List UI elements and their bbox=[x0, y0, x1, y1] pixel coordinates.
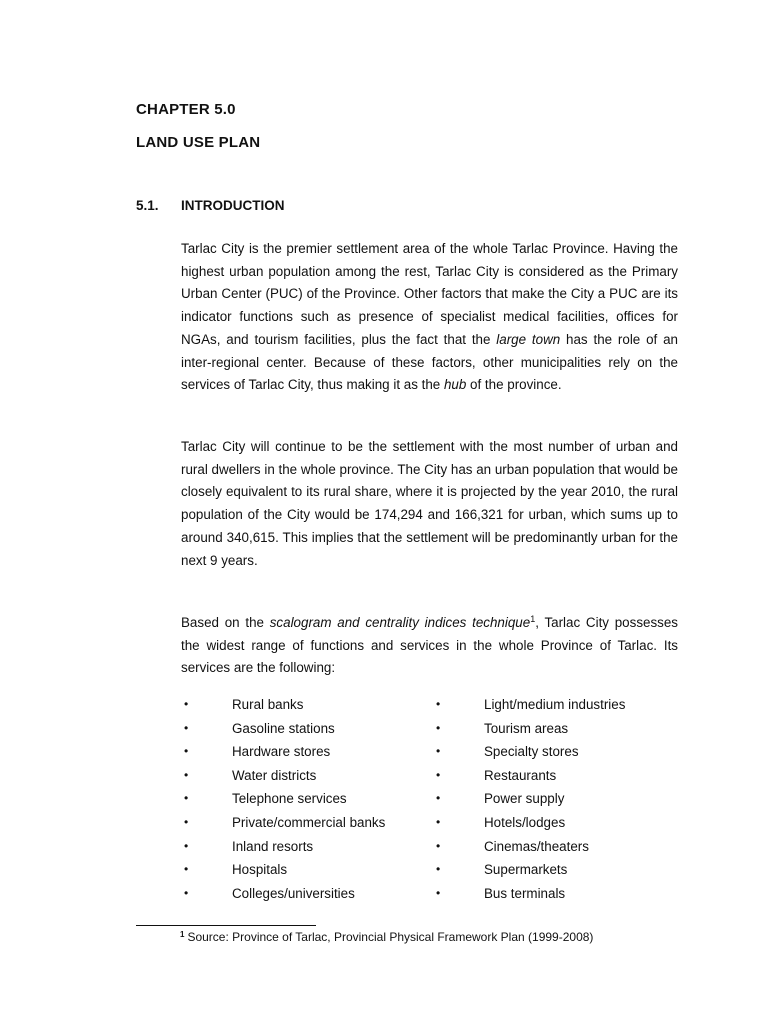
bullet-icon: • bbox=[184, 697, 189, 711]
paragraph-text: , Tarlac City possesses the widest range of functions and services in the whole Province of Tarlac. Its services are the following: bbox=[181, 615, 678, 676]
list-item-label: Gasoline stations bbox=[232, 720, 335, 736]
list-item-label: Water districts bbox=[232, 767, 317, 783]
emphasis-text: large town bbox=[496, 331, 561, 347]
list-item-label: Telephone services bbox=[232, 791, 347, 807]
chapter-number: CHAPTER 5.0 bbox=[136, 101, 236, 118]
bullet-icon: • bbox=[436, 744, 441, 759]
paragraph-intro bbox=[181, 238, 678, 397]
list-item-label: Specialty stores bbox=[484, 744, 579, 760]
bullet-icon: • bbox=[436, 767, 441, 782]
list-item-label: Hospitals bbox=[232, 862, 288, 878]
bullet-icon: • bbox=[184, 791, 189, 806]
list-item-label: Inland resorts bbox=[232, 838, 314, 854]
list-item-label: Restaurants bbox=[484, 767, 557, 783]
bullet-icon: • bbox=[436, 791, 441, 806]
paragraph-population: Tarlac City will continue to be the settlement with the most number of urban and rural dwellers in the whole province. The City has an urban population that would be closely equivalent to its rural share, where it is projected by the year 2010, the rural population of the City would be 174,294 and 166,321 for urban, which sums up to around 340,615. This implies that the settlement will be predominantly urban for the next 9 years. bbox=[181, 439, 678, 568]
paragraph-services bbox=[181, 608, 678, 680]
bullet-icon: • bbox=[184, 814, 189, 829]
list-item-label: Private/commercial banks bbox=[232, 814, 386, 830]
list-item-label: Colleges/universities bbox=[232, 885, 355, 901]
chapter-title: LAND USE PLAN bbox=[136, 134, 261, 151]
list-item-label: Supermarkets bbox=[484, 862, 568, 878]
bullet-icon: • bbox=[184, 744, 189, 759]
footnote-divider bbox=[136, 925, 316, 926]
footnote-reference[interactable]: 1 bbox=[530, 614, 536, 624]
paragraph-text: has the role of an inter-regional center. Because of these factors, other municipalities rely on the services of Tarlac City, thus making it as the bbox=[181, 331, 678, 393]
footnote bbox=[180, 930, 593, 944]
bullet-icon: • bbox=[184, 862, 189, 877]
bullet-icon: • bbox=[436, 838, 441, 853]
bullet-icon: • bbox=[184, 767, 189, 782]
bullet-icon: • bbox=[436, 885, 441, 900]
list-item-label: Power supply bbox=[484, 791, 565, 807]
paragraph-text: Tarlac City is the premier settlement area of the whole Tarlac Province. Having the highest urban population among the rest, Tarlac City is considered as the Primary Urban Center (PUC) of the Province. Other factors that make the City a PUC are its indicator functions such as presence of specialist medical facilities, offices for NGAs, and tourism facilities, plus the fact that the bbox=[181, 241, 678, 347]
paragraph-text: of the province. bbox=[466, 377, 562, 393]
paragraph-text: Based on the bbox=[181, 615, 270, 630]
bullet-icon: • bbox=[184, 885, 189, 900]
list-item-label: Rural banks bbox=[232, 697, 304, 712]
list-item-label: Tourism areas bbox=[484, 720, 569, 736]
list-item-label: Hardware stores bbox=[232, 744, 331, 760]
footnote-text: Source: Province of Tarlac, Provincial Physical Framework Plan (1999-2008) bbox=[187, 930, 594, 944]
bullet-icon: • bbox=[436, 720, 441, 735]
emphasis-text: hub bbox=[443, 377, 467, 393]
footnote-marker: 1 bbox=[180, 930, 185, 939]
section-title: INTRODUCTION bbox=[181, 198, 285, 213]
bullet-icon: • bbox=[436, 814, 441, 829]
list-item-label: Bus terminals bbox=[484, 885, 566, 901]
list-item-label: Light/medium industries bbox=[484, 697, 626, 712]
bullet-icon: • bbox=[184, 720, 189, 735]
bullet-icon: • bbox=[436, 862, 441, 877]
list-item-label: Hotels/lodges bbox=[484, 814, 566, 830]
emphasis-text: scalogram and centrality indices technique bbox=[269, 615, 531, 630]
bullet-icon: • bbox=[436, 697, 441, 711]
list-item-label: Cinemas/theaters bbox=[484, 838, 589, 854]
section-number: 5.1. bbox=[136, 198, 159, 213]
bullet-icon: • bbox=[184, 838, 189, 853]
